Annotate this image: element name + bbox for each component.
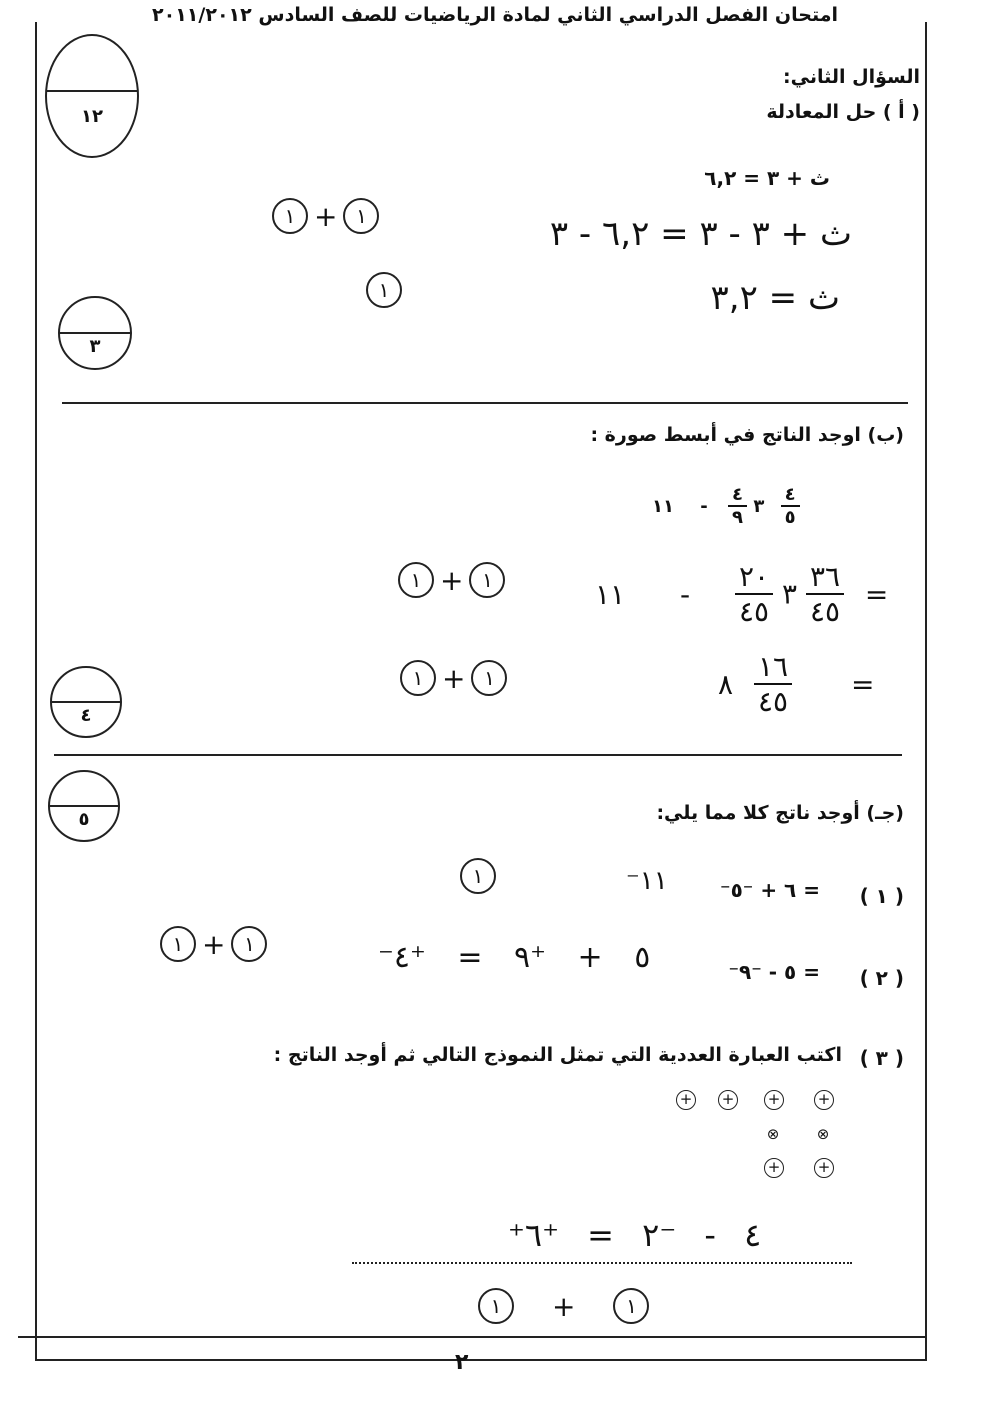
mark-circle: ١ [160,926,196,962]
part-b-step1: ٣ $\frac{٢٠}{٤٥}$ - ١١ $\frac{٣٦}{٤٥}$ = [595,560,889,628]
item1-mark [460,858,496,894]
total-score-oval [45,34,139,158]
step1-b-fraction: $\frac{٣٦}{٤٥}$ [806,560,844,628]
step1-a-fraction: $\frac{٢٠}{٤٥}$ [735,560,773,628]
item2-number: ( ٢ ) [859,966,904,990]
bottom-rule [18,1336,926,1338]
mark-circle: ١ [366,272,402,308]
part-b-marks-line1 [398,562,505,598]
step2-fraction: $\frac{١٦}{٤٥}$ [754,650,792,718]
part-a-work-line1: ث + ٣ - ٣ = ٦,٢ - ٣ [549,214,852,254]
plus-sign: + [552,1289,576,1323]
mark-circle: ١ [613,1288,649,1324]
part-b-problem [652,484,800,528]
part-a-equation: ث + ٣ = ٦,٢ [704,166,830,190]
item3-answer: ⁺٤ - ⁻٢ = ⁺٦ [508,1216,762,1254]
positive-counter: + [814,1090,834,1110]
part-a-score-value: ٣ [89,336,101,357]
part-a-marks-line2 [366,272,402,308]
problem-b-fraction: $\frac{٤}{٥}$ [781,484,800,528]
part-b-step2: ٨ $\frac{١٦}{٤٥}$ = [718,650,875,718]
positive-counter: + [676,1090,696,1110]
cancelled-counter: ⊗ [766,1125,780,1143]
mark-circle: ١ [231,926,267,962]
minus-sign: - [700,495,708,517]
item1-expression: ⁻٦ + ⁻٥ = [720,878,820,902]
part-b-score-circle [50,666,122,738]
part-b-score-value: ٤ [80,705,92,726]
divider-a-b [62,402,908,404]
part-b-marks-line2 [400,660,507,696]
mark-circle: ١ [272,198,308,234]
mark-circle: ١ [460,858,496,894]
part-a-work-line2: ث = ٣,٢ [710,278,840,318]
item1-number: ( ١ ) [859,884,904,908]
page-header: امتحان الفصل الدراسي الثاني لمادة الرياضيات للصف السادس ٢٠١١/٢٠١٢ [152,4,838,26]
item3-label: اكتب العبارة العددية التي تمثل النموذج التالي ثم أوجد الناتج : [273,1044,842,1066]
plus-sign: + [442,661,466,695]
problem-a-fraction: $\frac{٤}{٩}$ [728,484,747,528]
problem-b-whole: ١١ [652,495,674,517]
total-score-value: ١٢ [81,106,103,127]
item3-number: ( ٣ ) [859,1046,904,1070]
page-number: ٢ [455,1350,469,1375]
part-a-score-circle [58,296,132,370]
plus-sign: + [314,199,338,233]
item2-answer: ⁻٥ + ⁺٩ = ⁺٤ [378,940,651,975]
positive-counter: + [814,1158,834,1178]
mark-circle: ١ [398,562,434,598]
positive-counter: + [764,1158,784,1178]
item3-marks [478,1288,649,1324]
answer-dotted-line [352,1262,852,1264]
mark-circle: ١ [469,562,505,598]
plus-sign: + [202,927,226,961]
part-b-label: (ب) اوجد الناتج في أبسط صورة : [590,424,904,446]
divider-b-c [54,754,902,756]
item1-answer: ⁻١١ [626,866,668,896]
cancelled-counter: ⊗ [816,1125,830,1143]
mark-circle: ١ [478,1288,514,1324]
part-c-label: (جـ) أوجد ناتج كلا مما يلي: [656,802,904,824]
item2-marks [160,926,267,962]
positive-counter: + [718,1090,738,1110]
plus-sign: + [440,563,464,597]
part-c-score-circle [48,770,120,842]
item2-expression: ⁻٥ - ⁻٩ = [728,960,820,984]
problem-a-whole: ٣ [753,495,765,517]
part-a-marks-line1 [272,198,379,234]
part-a-label: ( أ ) حل المعادلة [766,101,920,123]
positive-counter: + [764,1090,784,1110]
part-c-score-value: ٥ [78,809,90,830]
mark-circle: ١ [471,660,507,696]
question-title: السؤال الثاني: [783,66,920,88]
mark-circle: ١ [343,198,379,234]
mark-circle: ١ [400,660,436,696]
